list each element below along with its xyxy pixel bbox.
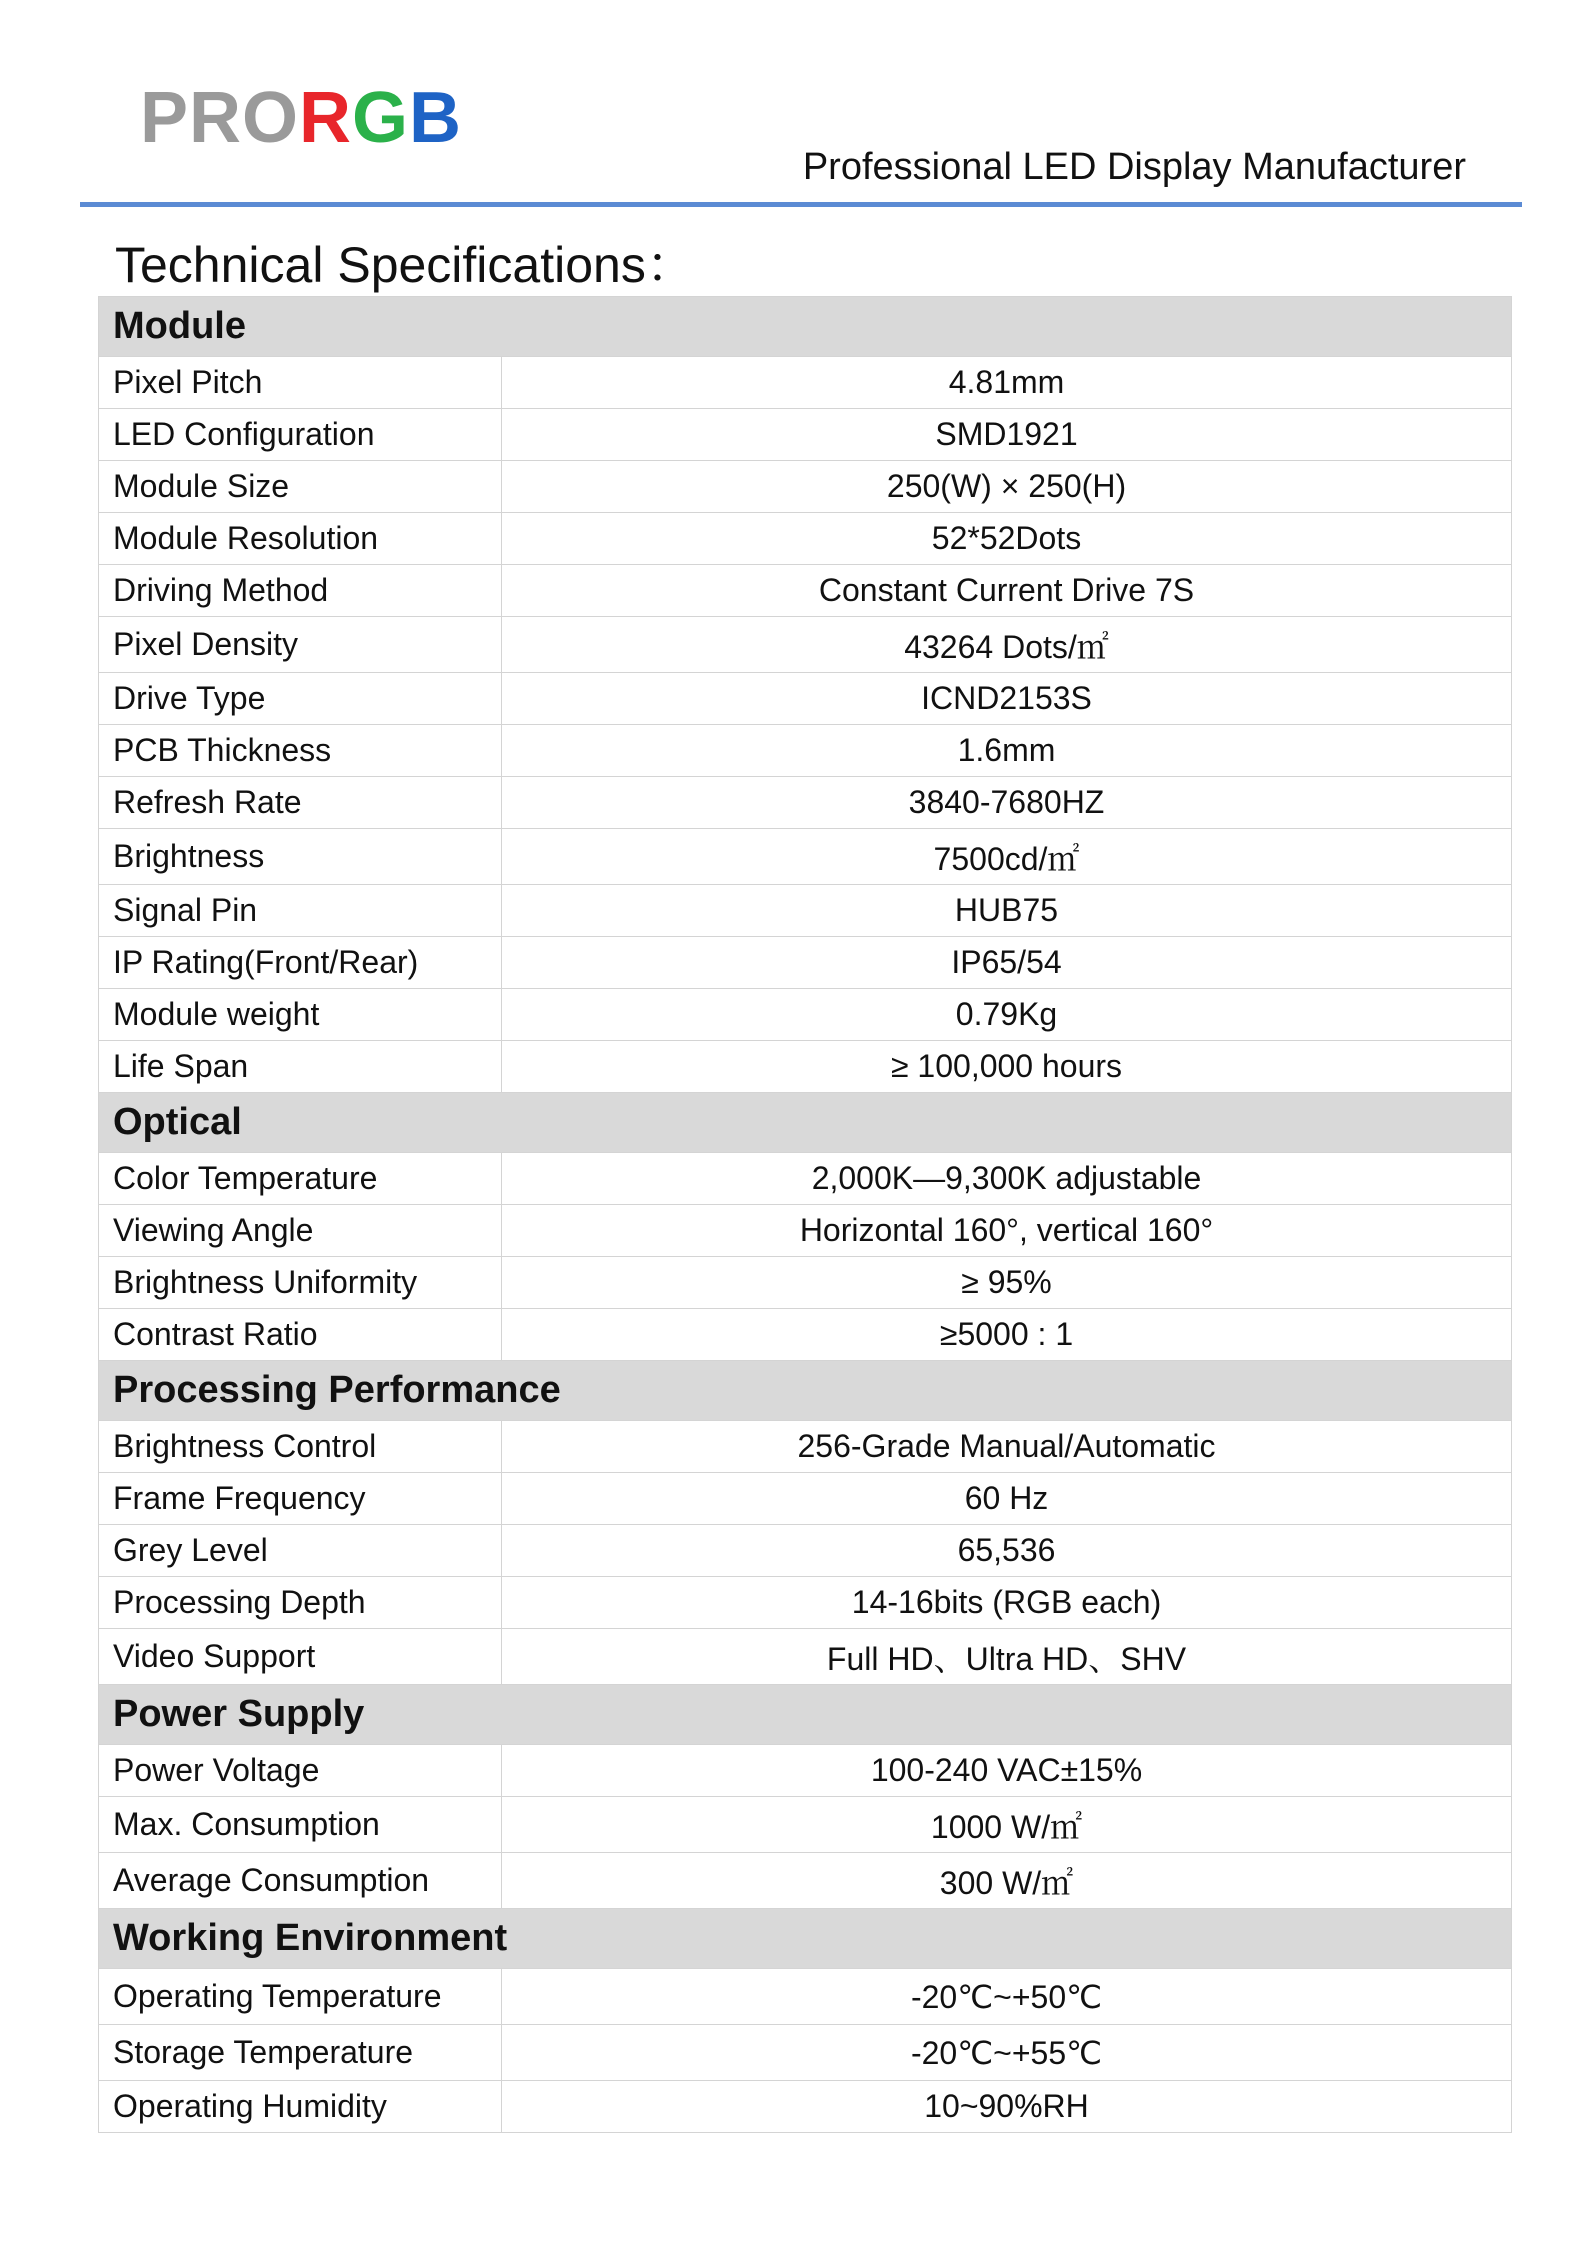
spec-label: IP Rating(Front/Rear) [99,937,502,989]
spec-value: ≥ 95% [502,1257,1512,1309]
spec-value: 0.79Kg [502,989,1512,1041]
logo-r: R [299,78,353,158]
table-row [99,513,1512,565]
table-row [99,461,1512,513]
table-row [99,1629,1512,1685]
table-row [99,2025,1512,2081]
table-row [99,1797,1512,1853]
section-title: Power Supply [99,1685,1512,1745]
table-row [99,725,1512,777]
spec-table [98,296,1512,2133]
spec-label: Life Span [99,1041,502,1093]
spec-value: 43264 Dots/㎡ [502,617,1512,673]
spec-label: Frame Frequency [99,1473,502,1525]
table-row [99,409,1512,461]
spec-value: 1.6mm [502,725,1512,777]
section-title: Processing Performance [99,1361,1512,1421]
table-row [99,885,1512,937]
table-row [99,1257,1512,1309]
spec-value: ICND2153S [502,673,1512,725]
spec-value: 52*52Dots [502,513,1512,565]
table-row [99,1853,1512,1909]
table-row [99,1309,1512,1361]
table-row [99,829,1512,885]
spec-value: 300 W/㎡ [502,1853,1512,1909]
spec-label: Drive Type [99,673,502,725]
logo-g: G [352,78,410,158]
table-row [99,1577,1512,1629]
spec-label: LED Configuration [99,409,502,461]
table-row [99,2081,1512,2133]
table-row [99,1041,1512,1093]
spec-value: ≥5000 : 1 [502,1309,1512,1361]
spec-label: PCB Thickness [99,725,502,777]
table-row [99,1205,1512,1257]
section-header-row [99,1093,1512,1153]
spec-table-body [99,297,1512,2133]
spec-label: Storage Temperature [99,2025,502,2081]
spec-value: SMD1921 [502,409,1512,461]
section-title: Module [99,297,1512,357]
spec-value: 256-Grade Manual/Automatic [502,1421,1512,1473]
logo-pro: PRO [140,78,300,158]
spec-label: Video Support [99,1629,502,1685]
table-row [99,565,1512,617]
table-row [99,617,1512,673]
table-row [99,1421,1512,1473]
spec-label: Operating Temperature [99,1969,502,2025]
spec-value: 1000 W/㎡ [502,1797,1512,1853]
section-header-row [99,1361,1512,1421]
header-tagline: Professional LED Display Manufacturer [802,146,1466,188]
spec-label: Processing Depth [99,1577,502,1629]
table-row [99,1525,1512,1577]
spec-value: 60 Hz [502,1473,1512,1525]
spec-value: -20℃~+55℃ [502,2025,1512,2081]
spec-value: Horizontal 160°, vertical 160° [502,1205,1512,1257]
table-row [99,673,1512,725]
spec-value: 14-16bits (RGB each) [502,1577,1512,1629]
page-title: Technical Specifications： [115,237,696,293]
section-header-row [99,297,1512,357]
spec-label: Contrast Ratio [99,1309,502,1361]
spec-value: 7500cd/㎡ [502,829,1512,885]
spec-value: -20℃~+50℃ [502,1969,1512,2025]
spec-label: Brightness Control [99,1421,502,1473]
section-header-row [99,1909,1512,1969]
table-row [99,937,1512,989]
spec-label: Signal Pin [99,885,502,937]
table-row [99,1473,1512,1525]
spec-label: Max. Consumption [99,1797,502,1853]
spec-label: Operating Humidity [99,2081,502,2133]
spec-label: Color Temperature [99,1153,502,1205]
spec-value: ≥ 100,000 hours [502,1041,1512,1093]
spec-label: Brightness Uniformity [99,1257,502,1309]
spec-value: 2,000K—9,300K adjustable [502,1153,1512,1205]
spec-value: Full HD、Ultra HD、SHV [502,1629,1512,1685]
spec-label: Grey Level [99,1525,502,1577]
table-row [99,1153,1512,1205]
spec-value: HUB75 [502,885,1512,937]
prorgb-logo [140,78,463,158]
section-title: Optical [99,1093,1512,1153]
spec-value: 3840-7680HZ [502,777,1512,829]
spec-label: Refresh Rate [99,777,502,829]
spec-value: 250(W) × 250(H) [502,461,1512,513]
table-row [99,1745,1512,1797]
spec-label: Module Resolution [99,513,502,565]
spec-label: Module Size [99,461,502,513]
section-header-row [99,1685,1512,1745]
section-title: Working Environment [99,1909,1512,1969]
spec-value: Constant Current Drive 7S [502,565,1512,617]
spec-label: Driving Method [99,565,502,617]
table-row [99,989,1512,1041]
table-row [99,777,1512,829]
spec-value: IP65/54 [502,937,1512,989]
spec-value: 10~90%RH [502,2081,1512,2133]
spec-label: Brightness [99,829,502,885]
spec-label: Module weight [99,989,502,1041]
spec-label: Power Voltage [99,1745,502,1797]
logo-b: B [409,78,463,158]
spec-value: 100-240 VAC±15% [502,1745,1512,1797]
spec-value: 4.81mm [502,357,1512,409]
header-divider [80,202,1522,207]
spec-label: Average Consumption [99,1853,502,1909]
spec-label: Pixel Density [99,617,502,673]
spec-label: Viewing Angle [99,1205,502,1257]
spec-label: Pixel Pitch [99,357,502,409]
table-row [99,1969,1512,2025]
table-row [99,357,1512,409]
spec-value: 65,536 [502,1525,1512,1577]
